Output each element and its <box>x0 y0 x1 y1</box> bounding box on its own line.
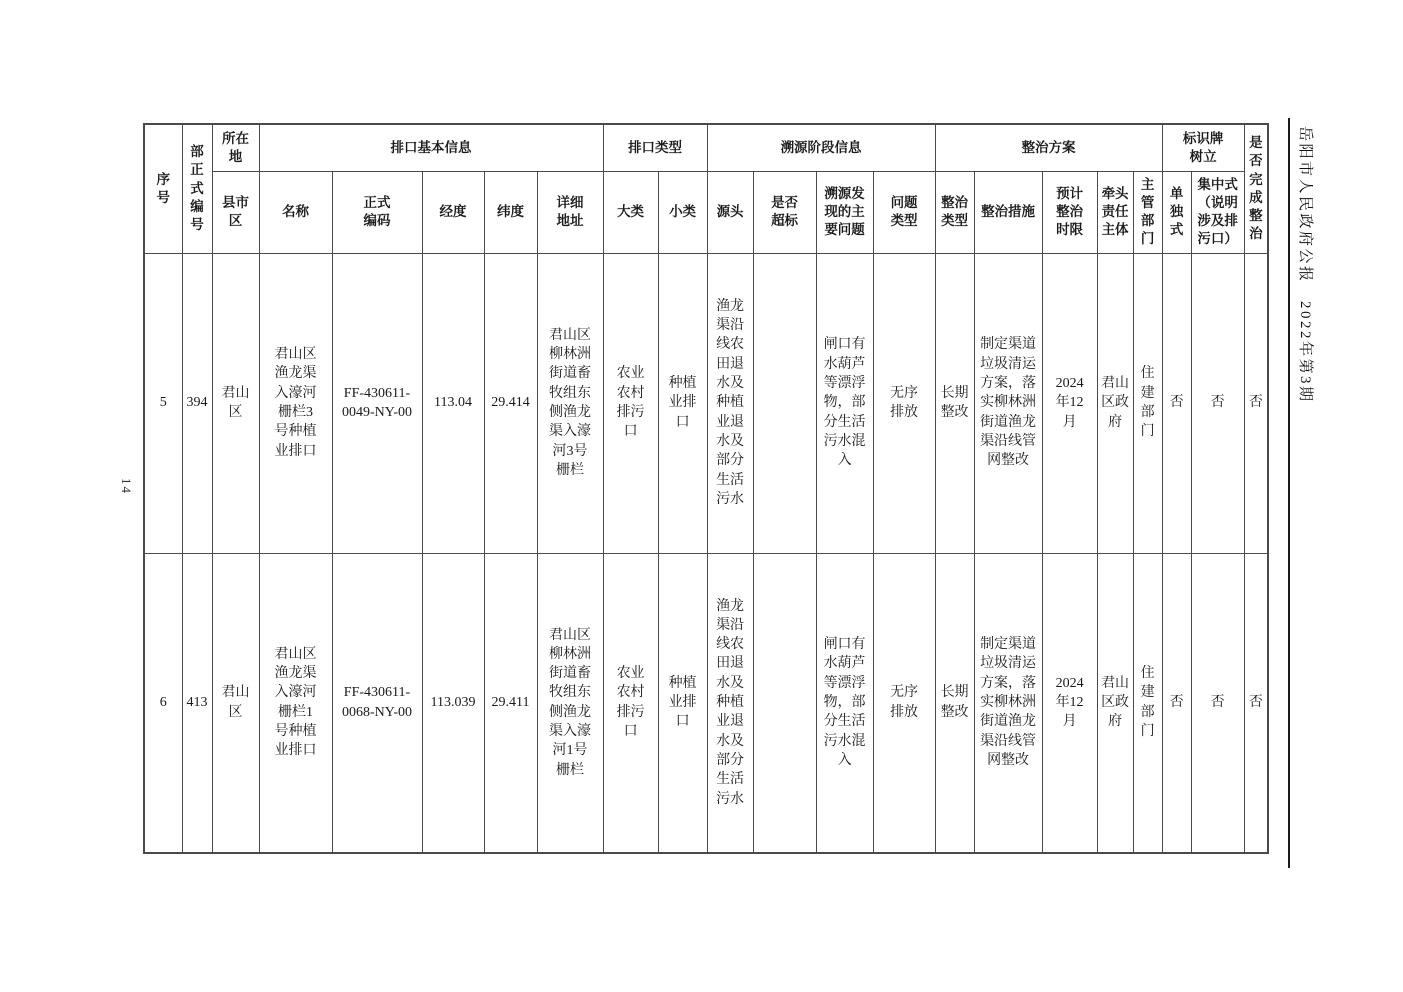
cell-source <box>707 553 753 853</box>
cell-source <box>707 253 753 553</box>
value-ministry-code: 413 <box>186 695 208 711</box>
col-header-address-label: 详细地址 <box>556 194 584 228</box>
cell-standalone <box>1162 553 1191 853</box>
cell-name <box>259 553 332 853</box>
col-header-outlet-type-group <box>603 124 707 171</box>
cell-minor-type <box>658 253 707 553</box>
col-header-deadline-label: 预计整治时限 <box>1056 185 1084 238</box>
table-row-5 <box>144 253 1268 553</box>
value-measures: 制定渠道垃圾清运方案，落实柳林洲街道渔龙渠沿线管网整改 <box>980 637 1037 769</box>
col-header-seq <box>144 124 182 253</box>
col-header-county-label: 县市区 <box>222 194 249 228</box>
col-header-problem-type-label: 问题类型 <box>890 194 918 228</box>
value-latitude: 29.414 <box>491 395 530 411</box>
col-header-completed <box>1244 124 1268 253</box>
col-header-standalone <box>1162 171 1191 253</box>
cell-completed <box>1244 553 1268 853</box>
value-minor-type: 种植业排口 <box>668 675 697 730</box>
value-problem-type: 无序排放 <box>890 685 919 720</box>
sidebar-divider-rule <box>1288 118 1290 868</box>
cell-centralized <box>1191 553 1244 853</box>
col-header-measures <box>974 171 1042 253</box>
cell-department <box>1133 553 1162 853</box>
cell-exceed <box>753 553 816 853</box>
cell-address <box>537 253 603 553</box>
cell-name <box>259 253 332 553</box>
col-header-basic-info-group-label: 排口基本信息 <box>390 139 472 155</box>
value-centralized: 否 <box>1210 395 1225 411</box>
cell-county <box>212 553 259 853</box>
value-address: 君山区柳林洲街道畜牧组东侧渔龙渠入濠河3号栅栏 <box>549 327 592 478</box>
value-deadline: 2024年12月 <box>1055 675 1084 730</box>
cell-measures <box>974 253 1042 553</box>
cell-seq <box>144 553 182 853</box>
col-header-location-group-label: 所在地 <box>222 130 249 164</box>
cell-lead-body <box>1097 553 1133 853</box>
value-rectification-type: 长期整改 <box>940 385 969 420</box>
cell-problem-type <box>873 253 935 553</box>
gazette-sidebar-title: 岳阳市人民政府公报 2022年第3期 <box>1297 126 1313 404</box>
col-header-latitude-label: 纬度 <box>497 203 524 219</box>
value-problem-type: 无序排放 <box>890 385 919 420</box>
col-header-seq-label: 序号 <box>156 171 170 205</box>
col-header-longitude <box>422 171 484 253</box>
cell-rectification-type <box>935 553 974 853</box>
col-header-minor-type <box>658 171 707 253</box>
cell-minor-type <box>658 553 707 853</box>
page-number: 14 <box>119 478 134 495</box>
col-header-source <box>707 171 753 253</box>
cell-deadline <box>1042 253 1097 553</box>
col-header-lead-body-label: 牵头责任主体 <box>1101 185 1129 238</box>
value-name: 君山区渔龙渠入濠河栅栏1号种植业排口 <box>274 646 317 759</box>
cell-rectification-type <box>935 253 974 553</box>
value-minor-type: 种植业排口 <box>668 376 697 430</box>
value-lead-body: 君山区政府 <box>1101 376 1130 430</box>
col-header-address <box>537 171 603 253</box>
value-longitude: 113.04 <box>434 395 472 411</box>
cell-measures <box>974 553 1042 853</box>
col-header-sign-group-label: 标识牌树立 <box>1182 130 1224 164</box>
value-completed: 否 <box>1248 395 1263 411</box>
col-header-outlet-type-group-label: 排口类型 <box>628 139 683 155</box>
value-measures: 制定渠道垃圾清运方案，落实柳林洲街道渔龙渠沿线管网整改 <box>980 337 1037 469</box>
value-official-code: FF-430611-0049-NY-00 <box>342 385 412 420</box>
cell-deadline <box>1042 553 1097 853</box>
col-header-rectification-type-label: 整治类型 <box>941 194 969 228</box>
col-header-latitude <box>484 171 537 253</box>
col-header-completed-label: 是否完成整治 <box>1249 135 1263 242</box>
value-centralized: 否 <box>1210 695 1225 711</box>
col-header-standalone-label: 单独式 <box>1169 185 1184 238</box>
value-longitude: 113.039 <box>430 695 476 711</box>
cell-ministry-code <box>182 253 212 553</box>
cell-address <box>537 553 603 853</box>
cell-major-type <box>603 253 658 553</box>
cell-exceed <box>753 253 816 553</box>
col-header-rectification-type <box>935 171 974 253</box>
value-major-type: 农业农村排污口 <box>616 366 645 440</box>
col-header-major-type <box>603 171 658 253</box>
value-rectification-type: 长期整改 <box>940 685 969 720</box>
value-seq: 5 <box>159 395 167 411</box>
col-header-official-code <box>332 171 422 253</box>
cell-standalone <box>1162 253 1191 553</box>
value-lead-body: 君山区政府 <box>1101 675 1130 730</box>
col-header-sign-group <box>1162 124 1244 171</box>
value-major-type: 农业农村排污口 <box>616 666 645 740</box>
value-ministry-code: 394 <box>186 395 208 411</box>
outlet-rectification-table <box>143 123 1269 854</box>
col-header-location-group <box>212 124 259 171</box>
cell-completed <box>1244 253 1268 553</box>
cell-county <box>212 253 259 553</box>
col-header-plan-group-label: 整治方案 <box>1021 139 1076 155</box>
cell-department <box>1133 253 1162 553</box>
col-header-basic-info-group <box>259 124 603 171</box>
cell-main-problem <box>816 253 873 553</box>
table-row-6 <box>144 553 1268 853</box>
col-header-ministry-code <box>182 124 212 253</box>
col-header-department-label: 主管部门 <box>1140 176 1155 247</box>
cell-ministry-code <box>182 553 212 853</box>
value-name: 君山区渔龙渠入濠河栅栏3号种植业排口 <box>274 347 317 459</box>
col-header-name <box>259 171 332 253</box>
cell-problem-type <box>873 553 935 853</box>
cell-official-code <box>332 253 422 553</box>
cell-official-code <box>332 553 422 853</box>
cell-centralized <box>1191 253 1244 553</box>
cell-lead-body <box>1097 253 1133 553</box>
col-header-name-label: 名称 <box>282 203 309 219</box>
col-header-major-type-label: 大类 <box>617 203 645 219</box>
value-main-problem: 闸口有水葫芦等漂浮物，部分生活污水混入 <box>823 337 866 469</box>
col-header-source-label: 源头 <box>716 203 744 219</box>
col-header-measures-label: 整治措施 <box>981 203 1036 219</box>
col-header-ministry-code-label: 部正式编号 <box>190 144 204 233</box>
col-header-tracing-group-label: 溯源阶段信息 <box>780 139 862 155</box>
cell-longitude <box>422 553 484 853</box>
value-standalone: 否 <box>1169 395 1184 411</box>
col-header-problem-type <box>873 171 935 253</box>
col-header-main-problem <box>816 171 873 253</box>
value-deadline: 2024年12月 <box>1055 376 1084 430</box>
cell-longitude <box>422 253 484 553</box>
col-header-centralized-label: 集中式（说明涉及排污口） <box>1197 176 1238 247</box>
value-department: 住建部门 <box>1140 366 1155 440</box>
col-header-minor-type-label: 小类 <box>669 203 697 219</box>
col-header-plan-group <box>935 124 1162 171</box>
col-header-county <box>212 171 259 253</box>
value-official-code: FF-430611-0068-NY-00 <box>342 685 412 720</box>
col-header-deadline <box>1042 171 1097 253</box>
value-main-problem: 闸口有水葫芦等漂浮物，部分生活污水混入 <box>823 637 866 769</box>
header-group-row <box>144 124 1268 171</box>
col-header-official-code-label: 正式编码 <box>363 194 391 228</box>
value-seq: 6 <box>159 695 167 711</box>
col-header-main-problem-label: 溯源发现的主要问题 <box>824 185 865 238</box>
cell-main-problem <box>816 553 873 853</box>
col-header-department <box>1133 171 1162 253</box>
value-source: 渔龙渠沿线农田退水及种植业退水及部分生活污水 <box>716 598 745 807</box>
value-standalone: 否 <box>1169 695 1184 711</box>
col-header-centralized <box>1191 171 1244 253</box>
col-header-longitude-label: 经度 <box>439 203 467 219</box>
value-address: 君山区柳林洲街道畜牧组东侧渔龙渠入濠河1号栅栏 <box>549 627 592 778</box>
value-latitude: 29.411 <box>491 695 530 711</box>
col-header-lead-body <box>1097 171 1133 253</box>
cell-latitude <box>484 253 537 553</box>
col-header-tracing-group <box>707 124 935 171</box>
col-header-exceed-label: 是否超标 <box>771 194 799 228</box>
value-source: 渔龙渠沿线农田退水及种植业退水及部分生活污水 <box>716 298 745 507</box>
cell-latitude <box>484 553 537 853</box>
col-header-exceed <box>753 171 816 253</box>
value-county: 君山区 <box>221 385 250 420</box>
value-department: 住建部门 <box>1140 666 1155 740</box>
value-completed: 否 <box>1248 695 1263 711</box>
value-county: 君山区 <box>221 685 250 720</box>
cell-seq <box>144 253 182 553</box>
cell-major-type <box>603 553 658 853</box>
header-sub-row <box>144 171 1268 253</box>
